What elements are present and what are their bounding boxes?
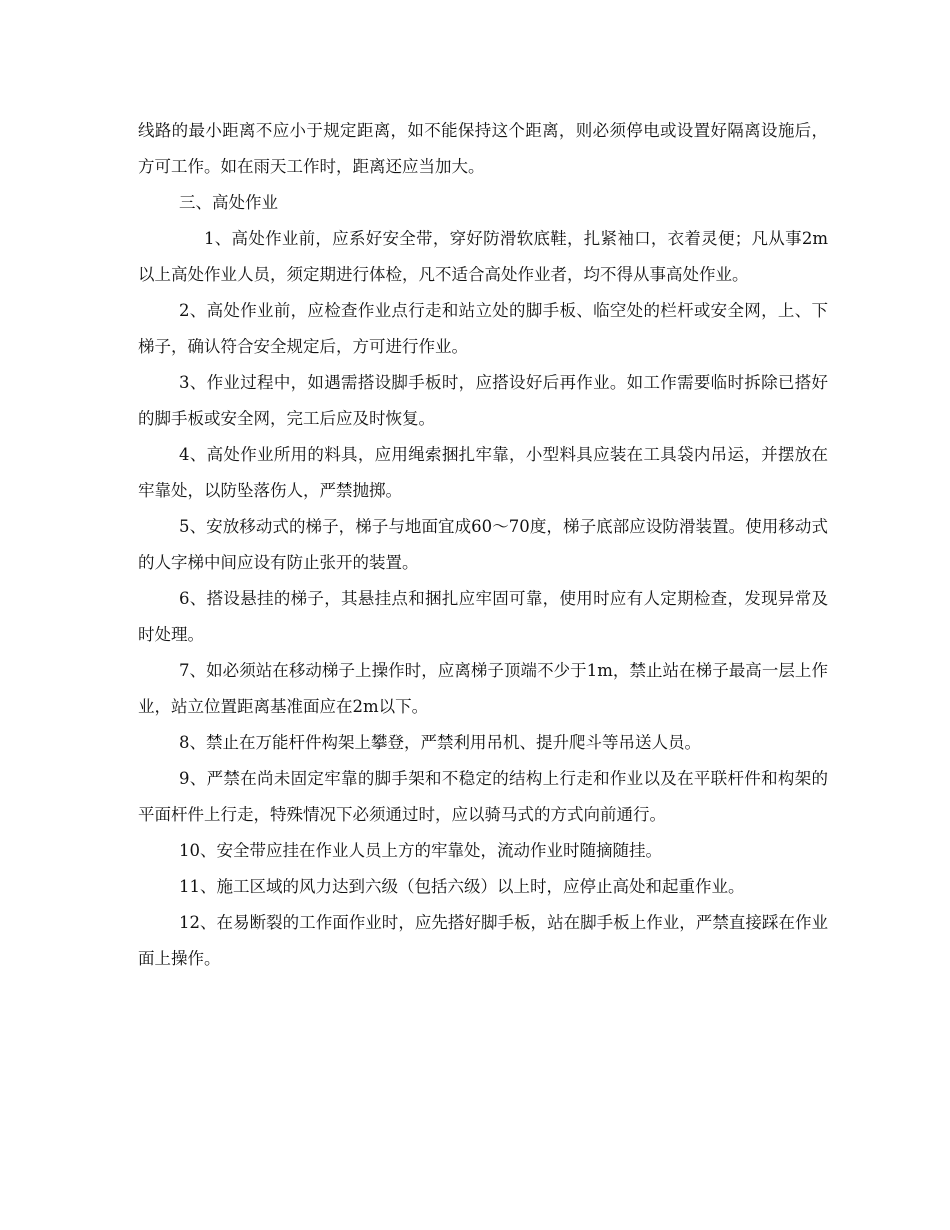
list-item-10: 10、安全带应挂在作业人员上方的牢靠处，流动作业时随摘随挂。 xyxy=(179,841,662,860)
list-item-7: 7、如必须站在移动梯子上操作时，应离梯子顶端不少于1m，禁止站在梯子最高一层上作业，站立位置距离基准面应在2m以下。 xyxy=(138,661,828,716)
list-item-11: 11、施工区域的风力达到六级（包括六级）以上时，应停止高处和起重作业。 xyxy=(179,877,745,896)
list-item-4: 4、高处作业所用的料具，应用绳索捆扎牢靠，小型料具应装在工具袋内吊运，并摆放在牢靠处，以防坠落伤人，严禁抛掷。 xyxy=(138,445,828,500)
list-item-12: 12、在易断裂的工作面作业时，应先搭好脚手板，站在脚手板上作业，严禁直接踩在作业面上操作。 xyxy=(138,913,828,968)
list-item-8: 8、禁止在万能杆件构架上攀登，严禁利用吊机、提升爬斗等吊送人员。 xyxy=(179,733,701,752)
continued-paragraph: 线路的最小距离不应小于规定距离，如不能保持这个距离，则必须停电或设置好隔离设施后，方可工作。如在雨天工作时，距离还应当加大。 xyxy=(138,121,828,176)
section-heading-high-altitude-work: 三、高处作业 xyxy=(179,193,278,212)
list-item-6: 6、搭设悬挂的梯子，其悬挂点和捆扎应牢固可靠，使用时应有人定期检查，发现异常及时处理。 xyxy=(138,589,828,644)
list-item-9: 9、严禁在尚未固定牢靠的脚手架和不稳定的结构上行走和作业以及在平联杆件和构架的平面杆件上行走，特殊情况下必须通过时，应以骑马式的方式向前通行。 xyxy=(138,769,828,824)
document-body xyxy=(138,113,828,977)
list-item-3: 3、作业过程中，如遇需搭设脚手板时，应搭设好后再作业。如工作需要临时拆除已搭好的脚手板或安全网，完工后应及时恢复。 xyxy=(138,373,828,428)
list-item-5: 5、安放移动式的梯子，梯子与地面宜成60～70度，梯子底部应设防滑装置。使用移动式的人字梯中间应设有防止张开的装置。 xyxy=(138,517,828,572)
list-item-2: 2、高处作业前，应检查作业点行走和站立处的脚手板、临空处的栏杆或安全网，上、下梯子，确认符合安全规定后，方可进行作业。 xyxy=(138,301,828,356)
list-item-1: 1、高处作业前，应系好安全带，穿好防滑软底鞋，扎紧袖口，衣着灵便；凡从事2m以上高处作业人员，须定期进行体检，凡不适合高处作业者，均不得从事高处作业。 xyxy=(138,229,828,284)
